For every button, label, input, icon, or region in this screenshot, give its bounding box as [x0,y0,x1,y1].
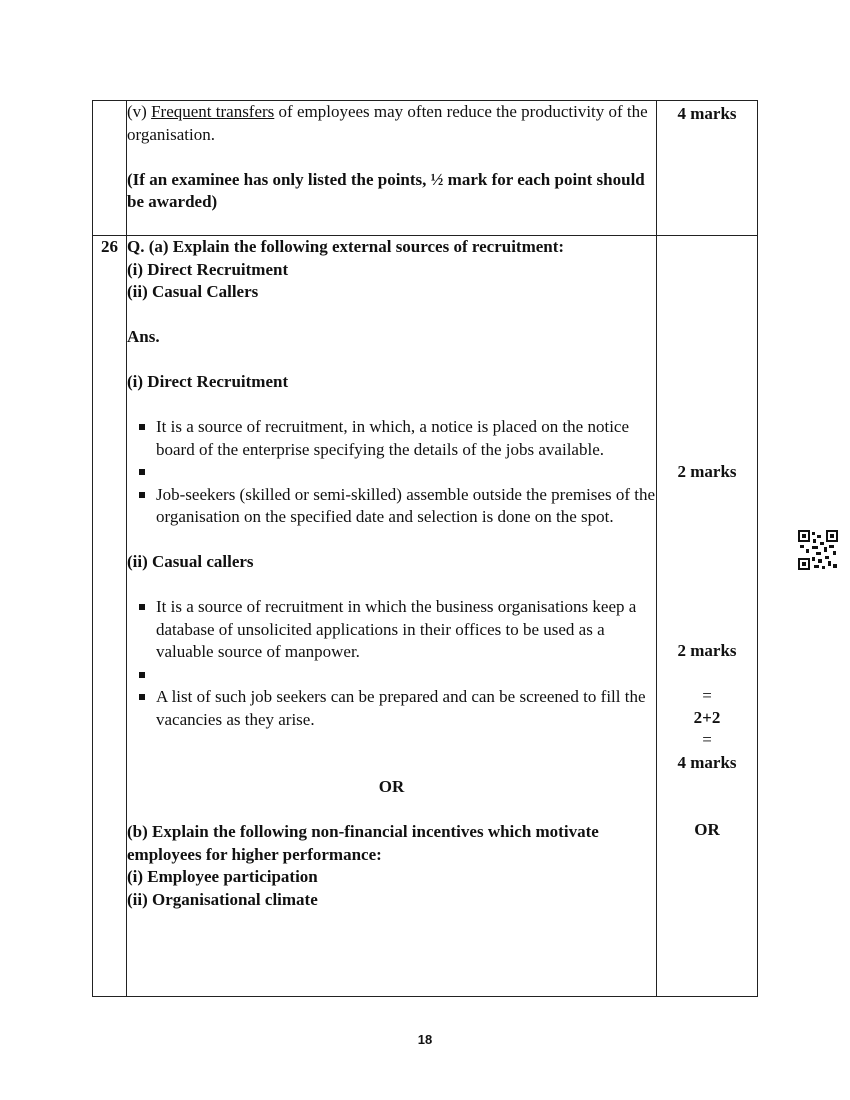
marking-scheme-table [92,100,758,997]
marks-value: 2 marks [677,641,737,660]
marks-value: 2 marks [677,462,737,481]
list-item: It is a source of recruitment, in which, a notice is placed on the notice board of the enterprise specifying the details of the jobs available. [135,416,656,461]
or-divider: OR [378,777,405,796]
answer-point-v: (v) Frequent transfers of employees may often reduce the productivity of the organisation. [127,102,648,144]
question-number-cell: 26 [93,236,127,997]
underlined-term: Frequent transfers [151,102,275,121]
question-number-cell [93,101,127,236]
marks-sum: 2+2 [693,708,721,727]
equals-sign: = [702,730,712,749]
question-text: (b) Explain the following non-financial incentives which motivate employees for higher performance: [127,822,599,864]
question-item: (ii) Organisational climate [127,889,318,909]
question-item: (i) Direct Recruitment [127,259,289,279]
equals-sign: = [702,686,712,705]
marks-or: OR [694,820,720,839]
marks-value: 4 marks [677,104,737,123]
marks-cell [657,101,758,236]
bullet-list [127,416,656,529]
marks-cell [657,236,758,997]
answer-cell [127,236,657,997]
question-text: Q. (a) Explain the following external sources of recruitment: [127,237,565,256]
list-item: A list of such job seekers can be prepared and can be screened to fill the vacancies as they arise. [135,686,656,731]
qr-code-icon [798,530,838,570]
list-item: It is a source of recruitment in which the business organisations keep a database of unsolicited applications in their offices to be used as a valuable source of manpower. [135,596,656,664]
table-row [93,101,758,236]
bullet-list [127,596,656,731]
page-number: 18 [417,1032,433,1047]
question-item: (i) Employee participation [127,867,318,886]
question-item: (ii) Casual Callers [127,282,259,301]
answer-label: Ans. [127,327,160,346]
examiner-note: (If an examinee has only listed the points, ½ mark for each point should be awarded) [127,169,645,211]
section-heading: (ii) Casual callers [127,552,254,571]
list-item: Job-seekers (skilled or semi-skilled) assemble outside the premises of the organisation on the specified date and selection is done on the spot. [135,484,656,529]
section-heading: (i) Direct Recruitment [127,372,289,391]
answer-cell [127,101,657,236]
table-row [93,236,758,997]
marks-total: 4 marks [677,753,737,772]
